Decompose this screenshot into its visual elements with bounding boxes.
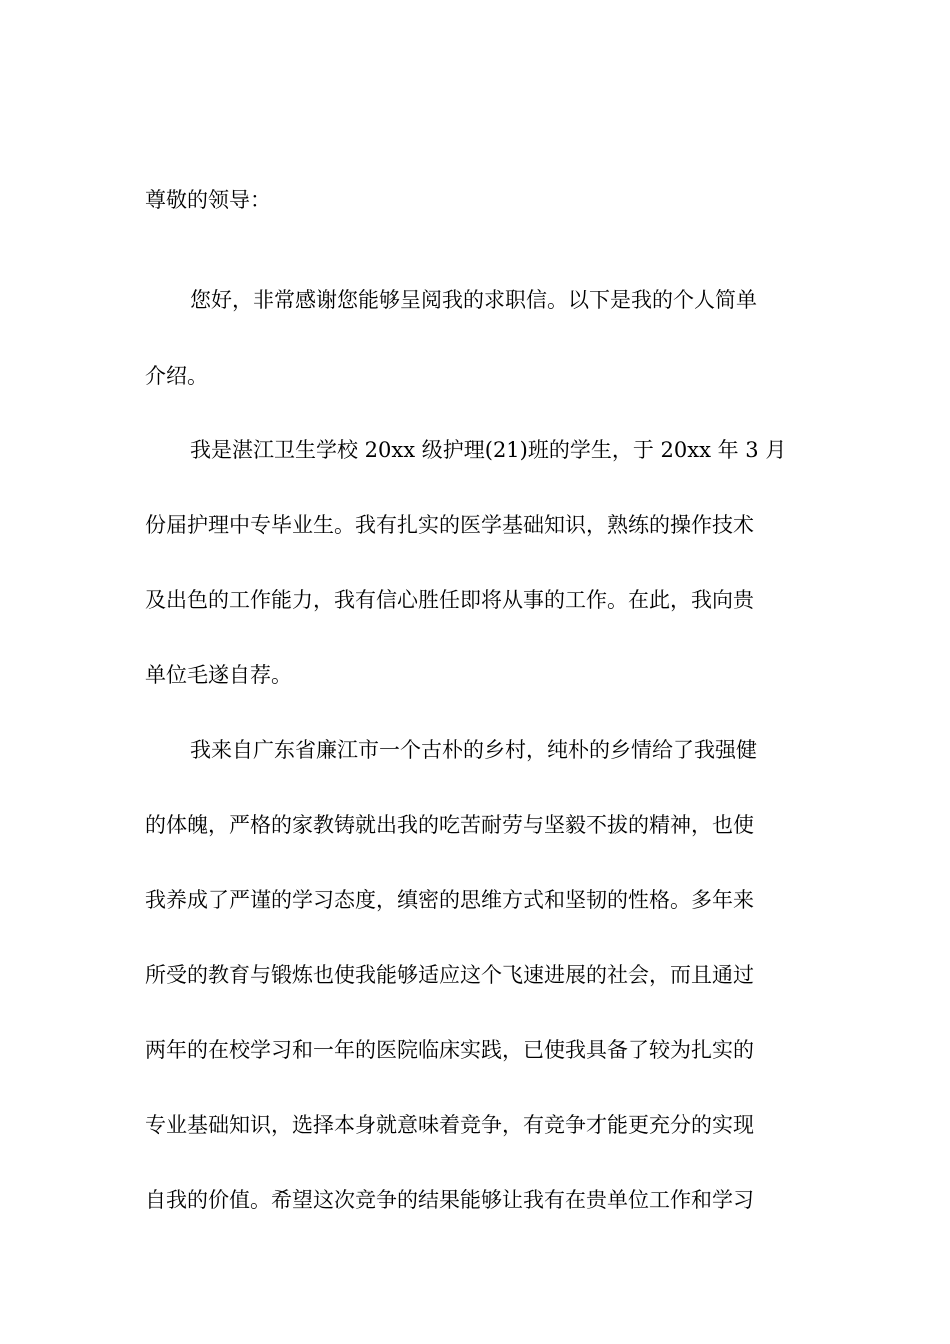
paragraph-1-line-2: 介绍。 <box>145 364 208 388</box>
paragraph-3-line-5: 两年的在校学习和一年的医院临床实践，已使我具备了较为扎实的 <box>145 1038 754 1062</box>
paragraph-3-line-2: 的体魄，严格的家教铸就出我的吃苦耐劳与坚毅不拔的精神，也使 <box>145 813 754 837</box>
paragraph-3-line-7: 自我的价值。希望这次竞争的结果能够让我有在贵单位工作和学习 <box>145 1188 754 1212</box>
paragraph-1-line-1: 您好，非常感谢您能够呈阅我的求职信。以下是我的个人简单 <box>190 288 757 312</box>
paragraph-2-line-3: 及出色的工作能力，我有信心胜任即将从事的工作。在此，我向贵 <box>145 588 754 612</box>
paragraph-3-line-4: 所受的教育与锻炼也使我能够适应这个飞速进展的社会，而且通过 <box>145 963 754 987</box>
paragraph-3-line-3: 我养成了严谨的学习态度，缜密的思维方式和坚韧的性格。多年来 <box>145 888 754 912</box>
paragraph-2-line-2: 份届护理中专毕业生。我有扎实的医学基础知识，熟练的操作技术 <box>145 513 754 537</box>
paragraph-3-line-6: 专业基础知识，选择本身就意味着竞争，有竞争才能更充分的实现 <box>145 1113 754 1137</box>
paragraph-2-line-4: 单位毛遂自荐。 <box>145 663 292 687</box>
paragraph-2-line-1: 我是湛江卫生学校 20xx 级护理(21)班的学生，于 20xx 年 3 月 <box>190 438 787 462</box>
paragraph-3-line-1: 我来自广东省廉江市一个古朴的乡村，纯朴的乡情给了我强健 <box>190 738 757 762</box>
salutation: 尊敬的领导： <box>145 188 271 212</box>
